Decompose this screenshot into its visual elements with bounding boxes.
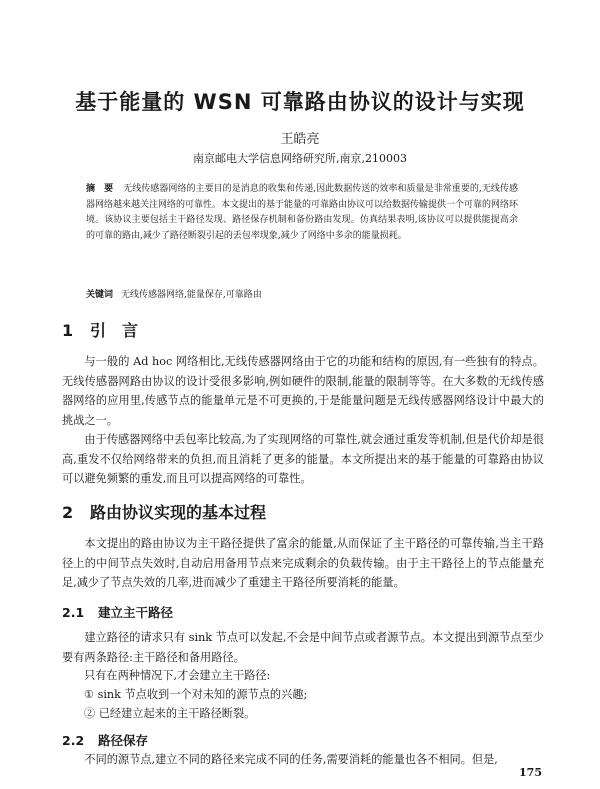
section-title: 路由协议实现的基本过程 bbox=[90, 503, 267, 522]
keywords bbox=[86, 287, 262, 300]
author-affiliation: 南京邮电大学信息网络研究所,南京,210003 bbox=[193, 152, 407, 165]
section-number: 2.1 bbox=[62, 605, 85, 620]
abstract-text: 无线传感器网络的主要目的是消息的收集和传递,因此数据传送的效率和质量是非常重要的,无线传感器网络越来越关注网络的可靠性。本文提出的基于能量的可靠路由协议可以给数据传输提供一个可靠的网络环境。该协议主要包括主干路径发现、路径保存机制和备份路由发现。仿真结果表明,该协议可以提供能提高余的可靠的路由,减少了路径断裂引起的丢包率现象,减少了网络中多余的能量损耗。 bbox=[86, 184, 519, 241]
abstract-label: 摘 要 bbox=[86, 184, 114, 194]
section-2-heading bbox=[62, 500, 266, 523]
section-title: 引 言 bbox=[90, 321, 139, 340]
section-2-1-line: 只有在两种情况下,才会建立主干路径: bbox=[84, 669, 271, 682]
section-1-paragraph-2: 由于传感器网络中丢包率比较高,为了实现网络的可靠性,就会通过重发等机制,但是代价却是很高,重发不仅给网络带来的负担,而且消耗了更多的能量。本文所提出来的基于能量的可靠路由协议可以避免频繁的重发,而且可以提高网络的可靠性。 bbox=[62, 433, 544, 485]
section-1-heading bbox=[62, 318, 138, 341]
section-number: 2 bbox=[62, 503, 74, 522]
section-2-1-heading bbox=[62, 603, 173, 621]
section-title: 路径保存 bbox=[98, 733, 149, 748]
section-1-paragraph-1: 与一般的 Ad hoc 网络相比,无线传感器网络由于它的功能和结构的原因,有一些独有的特点。无线传感器网路由协议的设计受很多影响,例如硬件的限制,能量的限制等等。在大多数的无线传感器网络的应用里,传感节点的能量单元是不可更换的,于是能量问题是无线传感器网络设计中最大的挑战之一。 bbox=[62, 355, 544, 427]
section-2-1-paragraph-1: 建立路径的请求只有 sink 节点可以发起,不会是中间节点或者源节点。本文提出到源节点至少要有两条路径:主干路径和备用路径。 bbox=[62, 631, 544, 664]
page-number: 175 bbox=[519, 766, 542, 779]
keywords-label: 关键词 bbox=[86, 290, 114, 300]
section-number: 1 bbox=[62, 321, 74, 340]
abstract bbox=[86, 182, 518, 244]
section-title: 建立主干路径 bbox=[98, 605, 174, 620]
section-2-2-heading bbox=[62, 731, 148, 749]
paper-title: 基于能量的 WSN 可靠路由协议的设计与实现 bbox=[75, 90, 525, 114]
section-number: 2.2 bbox=[62, 733, 85, 748]
author-name: 王皓亮 bbox=[280, 132, 320, 147]
section-2-2-paragraph-1: 不同的源节点,建立不同的路径来完成不同的任务,需要消耗的能量也各不相同。但是, bbox=[84, 753, 498, 766]
keywords-text: 无线传感器网络,能量保存,可靠路由 bbox=[121, 290, 262, 300]
section-2-paragraph-1: 本文提出的路由协议为主干路径提供了富余的能量,从而保证了主干路径的可靠传输,当主干路径上的中间节点失效时,自动启用备用节点来完成剩余的负载传输。由于主干路径上的节点能量充足,减少了节点失效的几率,进而减少了重建主干路径所要消耗的能量。 bbox=[62, 537, 544, 589]
list-item: ① sink 节点收到一个对未知的源节点的兴趣; bbox=[84, 688, 308, 701]
list-item: ② 已经建立起来的主干路径断裂。 bbox=[84, 707, 256, 720]
